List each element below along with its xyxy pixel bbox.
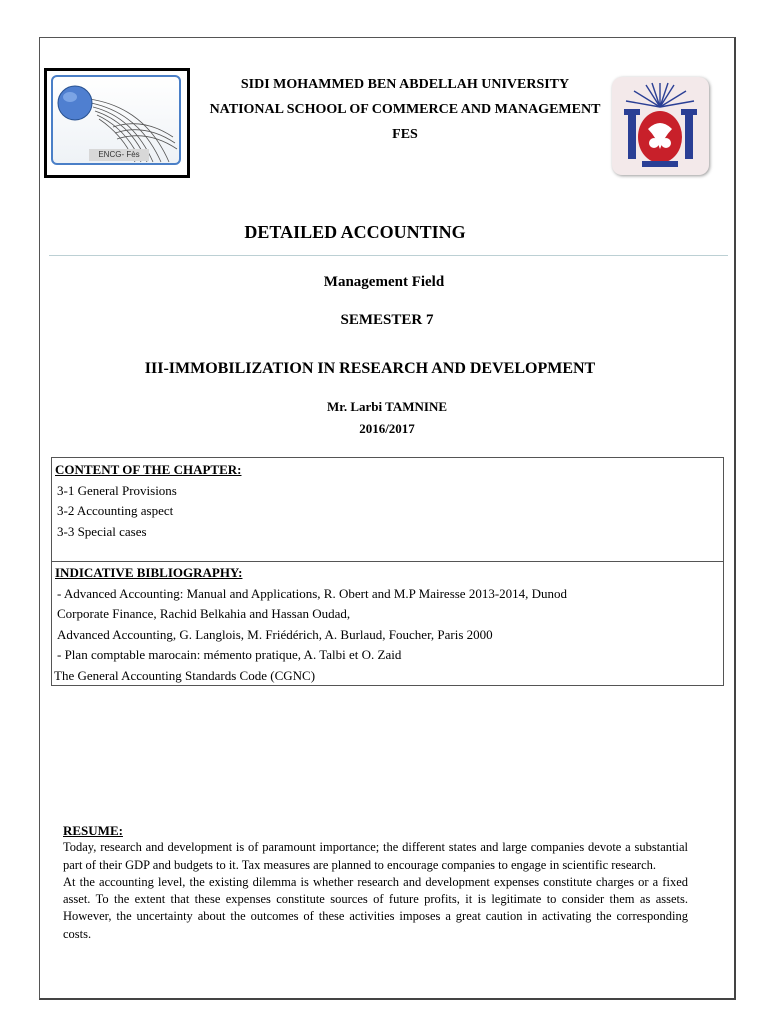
resume-heading: RESUME:	[63, 823, 123, 838]
content-item: 3-1 General Provisions	[57, 483, 177, 498]
resume-section	[63, 822, 688, 943]
bibliography-item: Advanced Accounting, G. Langlois, M. Friédérich, A. Burlaud, Foucher, Paris 2000	[57, 627, 493, 642]
encg-logo-panel	[51, 75, 181, 165]
box-divider	[52, 561, 723, 562]
bibliography-item: Corporate Finance, Rachid Belkahia and Hassan Oudad,	[57, 606, 351, 621]
emblem-icon	[612, 77, 709, 175]
school-name: NATIONAL SCHOOL OF COMMERCE AND MANAGEMENT	[209, 102, 601, 117]
bibliography-item: - Plan comptable marocain: mémento pratique, A. Talbi et O. Zaid	[57, 647, 402, 662]
chapter-info-box	[51, 457, 724, 686]
encg-logo-label: ENCG- Fès	[89, 149, 149, 161]
content-item: 3-3 Special cases	[57, 524, 147, 539]
content-item: 3-2 Accounting aspect	[57, 503, 174, 518]
author-name: Mr. Larbi TAMNINE	[326, 399, 447, 414]
city-name: FES	[392, 127, 418, 142]
encg-logo	[44, 68, 190, 178]
chapter-title: III-IMMOBILIZATION IN RESEARCH AND DEVELOPMENT	[144, 360, 596, 377]
field-label: Management Field	[323, 274, 445, 290]
document-title: DETAILED ACCOUNTING	[244, 222, 466, 242]
resume-paragraph: Today, research and development is of paramount importance; the different states and large companies devote a substantial part of their GDP and budgets to it. Tax measures are planned to encourage companies to engage in scientific research.	[63, 840, 688, 872]
bibliography-heading: INDICATIVE BIBLIOGRAPHY:	[55, 565, 243, 580]
semester-label: SEMESTER 7	[340, 312, 434, 328]
institution-header	[190, 72, 620, 147]
content-heading: CONTENT OF THE CHAPTER:	[55, 462, 242, 477]
resume-paragraph: At the accounting level, the existing dilemma is whether research and development expenses constitute charges or a fixed asset. To the extent that these expenses constitute sources of future profits, it is legitimate to consider them as assets. However, the uncertainty about the outcomes of these activities imposes a great caution in activating the corresponding costs.	[63, 874, 688, 941]
university-name: SIDI MOHAMMED BEN ABDELLAH UNIVERSITY	[240, 77, 570, 92]
academic-year: 2016/2017	[359, 421, 415, 436]
university-emblem	[612, 77, 709, 175]
title-divider	[49, 255, 728, 256]
bibliography-item: The General Accounting Standards Code (CGNC)	[54, 668, 316, 683]
bibliography-item: - Advanced Accounting: Manual and Applications, R. Obert and M.P Mairesse 2013-2014, Dunod	[57, 586, 568, 601]
